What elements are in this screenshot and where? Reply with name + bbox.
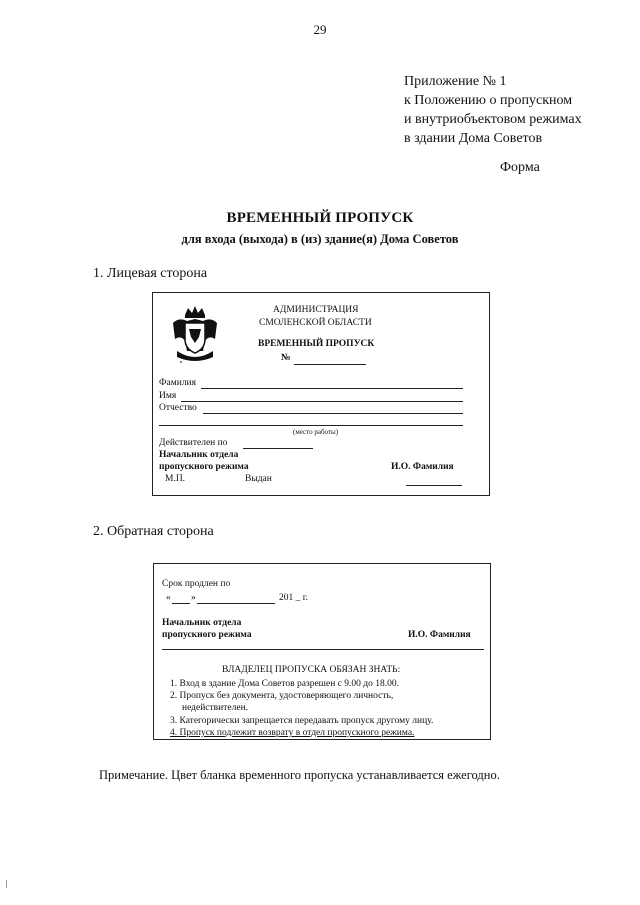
pass-number-label: №: [281, 353, 291, 363]
date-open-quote: «: [166, 593, 171, 603]
appendix-line-3: и внутриобъектовом режимах: [404, 112, 582, 127]
workplace-caption: (место работы): [293, 428, 339, 436]
workplace-line: [159, 425, 463, 426]
org-name-line-2: СМОЛЕНСКОЙ ОБЛАСТИ: [259, 318, 372, 328]
appendix-line-2: к Положению о пропускном: [404, 93, 573, 108]
valid-until-label: Действителен по: [159, 438, 228, 448]
appendix-line-4: в здании Дома Советов: [404, 131, 543, 146]
org-name-line-1: АДМИНИСТРАЦИЯ: [273, 305, 359, 315]
rule-item-1: 1. Вход в здание Дома Советов разрешен с 9.00 до 18.00.: [170, 679, 399, 689]
extended-until-label: Срок продлен по: [162, 579, 231, 589]
stamp-label: М.П.: [165, 474, 186, 484]
appendix-block: [404, 72, 582, 148]
back-chief-title-line-1: Начальник отдела: [162, 618, 242, 628]
footnote: Примечание. Цвет бланка временного пропуска устанавливается ежегодно.: [99, 768, 500, 782]
back-side-heading: 2. Обратная сторона: [93, 524, 214, 539]
margin-mark: [6, 880, 7, 888]
pass-number-line: [294, 364, 366, 365]
document-title: ВРЕМЕННЫЙ ПРОПУСК: [226, 210, 414, 226]
chief-signatory: И.О. Фамилия: [391, 462, 454, 472]
patronymic-line: [203, 413, 463, 414]
surname-label: Фамилия: [159, 378, 197, 388]
back-chief-title-line-2: пропускного режима: [162, 630, 252, 640]
name-label: Имя: [159, 391, 177, 401]
patronymic-label: Отчество: [159, 403, 197, 413]
rule-item-2-continued: недействителен.: [182, 703, 249, 713]
chief-title-line-2: пропускного режима: [159, 462, 249, 472]
back-divider: [162, 649, 484, 650]
year-text: 201 _ г.: [279, 593, 308, 603]
valid-until-line: [243, 448, 313, 449]
rule-item-2: 2. Пропуск без документа, удостоверяющего личность,: [170, 691, 394, 701]
pass-back-card: [153, 563, 491, 740]
chief-title-line-1: Начальник отдела: [159, 450, 239, 460]
form-label: Форма: [500, 160, 540, 175]
rule-item-3: 3. Категорически запрещается передавать пропуск другому лицу.: [170, 716, 434, 726]
appendix-line-1: Приложение № 1: [404, 74, 507, 89]
signature-line: [406, 485, 462, 486]
date-close-quote: »: [191, 593, 196, 603]
rules-title: ВЛАДЕЛЕЦ ПРОПУСКА ОБЯЗАН ЗНАТЬ:: [222, 665, 401, 675]
smolensk-coat-of-arms-icon: [169, 305, 221, 363]
pass-title: ВРЕМЕННЫЙ ПРОПУСК: [258, 339, 375, 349]
name-line: [181, 401, 463, 402]
page-number: 29: [313, 22, 327, 37]
document-subtitle: для входа (выхода) в (из) здание(я) Дома Советов: [181, 232, 459, 246]
back-chief-signatory: И.О. Фамилия: [408, 630, 471, 640]
issued-label: Выдан: [245, 474, 272, 484]
day-line: [172, 603, 190, 604]
pass-front-card: [152, 292, 490, 496]
surname-line: [201, 388, 463, 389]
rule-item-4: 4. Пропуск подлежит возврату в отдел пропускного режима.: [170, 728, 415, 738]
front-side-heading: 1. Лицевая сторона: [93, 266, 208, 281]
month-line: [197, 603, 275, 604]
